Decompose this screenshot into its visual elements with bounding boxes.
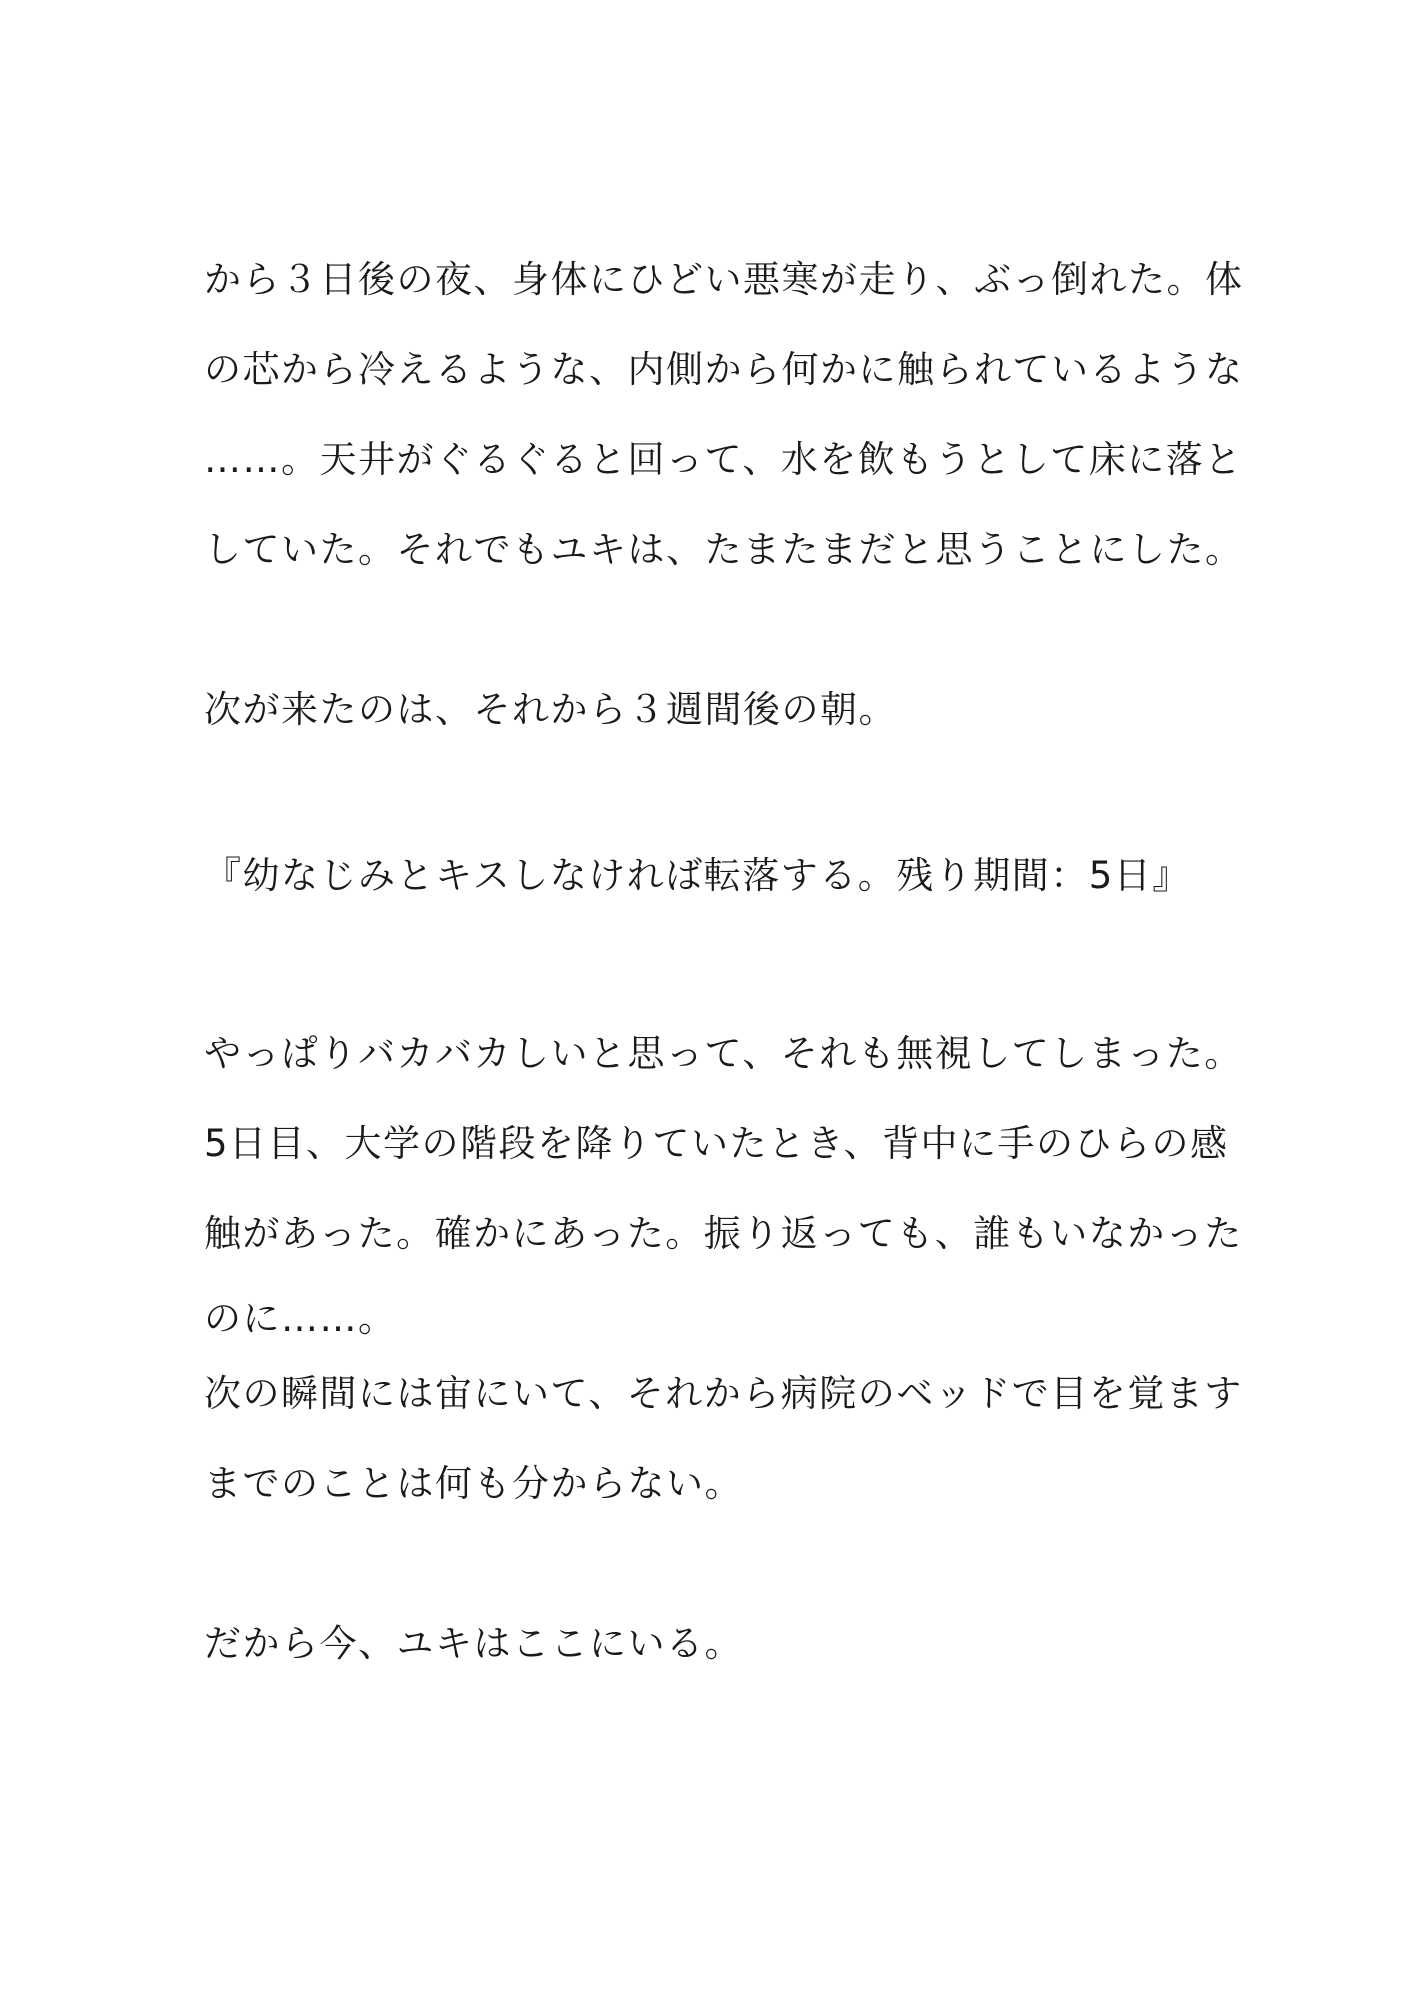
text-line: 次が来たのは、それから３週間後の朝。 <box>204 688 897 731</box>
text-line: 5日目、大学の階段を降りていたとき、背中に手のひらの感 <box>204 1122 1229 1165</box>
text-line: のに……。 <box>204 1297 397 1340</box>
text-line: だから今、ユキはここにいる。 <box>204 1622 743 1665</box>
text-line: 『幼なじみとキスしなければ転落する。残り期間：5日』 <box>204 854 1191 897</box>
text-line: ……。天井がぐるぐると回って、水を飲もうとして床に落と <box>204 438 1243 481</box>
text-line: していた。それでもユキは、たまたまだと思うことにした。 <box>204 528 1244 571</box>
text-line: の芯から冷えるような、内側から何かに触られているような <box>204 348 1244 391</box>
text-line: 触があった。確かにあった。振り返っても、誰もいなかった <box>204 1212 1243 1255</box>
text-line: から３日後の夜、身体にひどい悪寒が走り、ぶっ倒れた。体 <box>204 258 1244 301</box>
text-line: までのことは何も分からない。 <box>204 1462 743 1505</box>
text-line: やっぱりバカバカしいと思って、それも無視してしまった。 <box>204 1032 1243 1075</box>
text-line: 次の瞬間には宙にいて、それから病院のベッドで目を覚ます <box>204 1372 1243 1415</box>
